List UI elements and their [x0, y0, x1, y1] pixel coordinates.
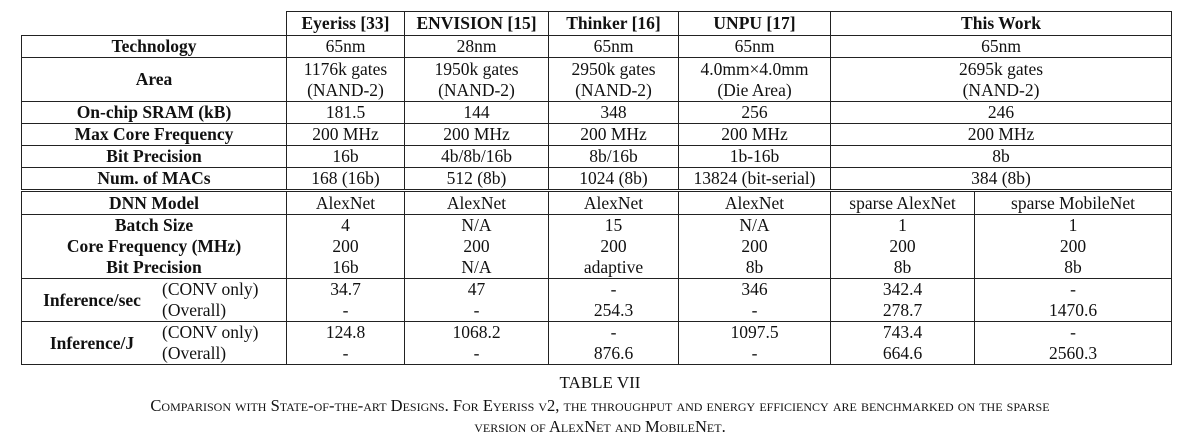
cell-line: 47	[467, 279, 486, 299]
cell-line: (NAND-2)	[307, 79, 384, 100]
row-label: On-chip SRAM (kB)	[22, 102, 287, 124]
cell: 200	[679, 236, 831, 257]
cell	[405, 58, 549, 102]
cell	[549, 279, 679, 322]
sub-label: (CONV only)	[162, 322, 259, 342]
cell	[287, 279, 405, 322]
sub-label: (Overall)	[162, 343, 227, 363]
table-number: TABLE VII	[559, 373, 641, 392]
cell: 28nm	[405, 36, 549, 58]
header-this-work: This Work	[831, 12, 1172, 36]
cell: 200	[405, 236, 549, 257]
cell-line: (NAND-2)	[575, 79, 652, 100]
cell: 1024 (8b)	[549, 168, 679, 191]
sub-label: (Overall)	[162, 300, 227, 320]
cell: 348	[549, 102, 679, 124]
row-label: DNN Model	[22, 191, 287, 215]
table-caption	[0, 395, 1200, 437]
cell: 1	[831, 215, 975, 237]
cell-line: 342.4	[882, 279, 923, 299]
spec-row-sram	[22, 102, 1172, 124]
caption-line: version of AlexNet and MobileNet.	[474, 417, 726, 436]
cell-line: 2695k gates	[958, 58, 1044, 79]
cell: 8b	[975, 257, 1172, 279]
cell	[679, 279, 831, 322]
cell-line: 1950k gates	[434, 58, 519, 79]
cell-line: -	[751, 300, 758, 320]
cell: 200 MHz	[831, 124, 1172, 146]
cell: AlexNet	[405, 191, 549, 215]
cell	[831, 58, 1172, 102]
cell: 65nm	[679, 36, 831, 58]
cell	[975, 322, 1172, 365]
cell-line: -	[1070, 279, 1076, 299]
cell: AlexNet	[549, 191, 679, 215]
cell: 200	[549, 236, 679, 257]
cell-line: (NAND-2)	[438, 79, 515, 100]
cell: 256	[679, 102, 831, 124]
cell: 200 MHz	[287, 124, 405, 146]
comparison-table-wrapper	[21, 11, 1171, 365]
cell-line: 1470.6	[1048, 300, 1098, 320]
row-label: Max Core Frequency	[22, 124, 287, 146]
cell: 13824 (bit-serial)	[679, 168, 831, 191]
group-label: Inference/J	[49, 332, 135, 353]
cell-line: 254.3	[593, 300, 634, 320]
caption-line: Comparison with State-of-the-art Designs. For Eyeriss v2, the throughput and energy efficiency are benchmarked on the sparse	[150, 396, 1050, 415]
cell: 246	[831, 102, 1172, 124]
cell: 15	[549, 215, 679, 237]
cell: 65nm	[831, 36, 1172, 58]
cell	[831, 279, 975, 322]
cell-line: 278.7	[882, 300, 923, 320]
cell-line: 1097.5	[730, 322, 779, 342]
cell-line: -	[342, 343, 349, 363]
cell: 4b/8b/16b	[405, 146, 549, 168]
header-corner	[22, 12, 287, 36]
cell	[287, 322, 405, 365]
cell-line: 743.4	[882, 322, 923, 342]
cell: AlexNet	[287, 191, 405, 215]
cell: 512 (8b)	[405, 168, 549, 191]
row-label: Core Frequency (MHz)	[22, 236, 287, 257]
row-label: Area	[22, 58, 287, 102]
cell: sparse MobileNet	[975, 191, 1172, 215]
row-label: Num. of MACs	[22, 168, 287, 191]
cell: 16b	[287, 257, 405, 279]
cell: 8b	[831, 146, 1172, 168]
bench-row-model	[22, 191, 1172, 215]
cell: 200	[975, 236, 1172, 257]
bench-row-bit-precision	[22, 257, 1172, 279]
cell: 200 MHz	[549, 124, 679, 146]
spec-row-max-freq	[22, 124, 1172, 146]
cell: 168 (16b)	[287, 168, 405, 191]
cell-line: 1176k gates	[303, 58, 388, 79]
cell	[975, 279, 1172, 322]
cell: 200 MHz	[405, 124, 549, 146]
cell	[679, 58, 831, 102]
cell	[831, 322, 975, 365]
cell	[287, 58, 405, 102]
cell	[679, 322, 831, 365]
cell-line: 4.0mm×4.0mm	[700, 58, 809, 79]
row-label: Technology	[22, 36, 287, 58]
bench-row-batch	[22, 215, 1172, 237]
cell-line: -	[473, 300, 480, 320]
row-label: Bit Precision	[22, 257, 287, 279]
cell: 8b/16b	[549, 146, 679, 168]
cell-line: -	[751, 343, 758, 363]
cell: 4	[287, 215, 405, 237]
cell: 16b	[287, 146, 405, 168]
cell: 65nm	[549, 36, 679, 58]
cell-line: 2560.3	[1048, 343, 1098, 363]
cell: 200	[287, 236, 405, 257]
cell: sparse AlexNet	[831, 191, 975, 215]
cell-line: (NAND-2)	[962, 79, 1040, 100]
cell-line: -	[1070, 322, 1076, 342]
cell-line: 34.7	[330, 279, 361, 299]
cell: N/A	[405, 215, 549, 237]
cell: 8b	[831, 257, 975, 279]
cell: 200 MHz	[679, 124, 831, 146]
cell: 65nm	[287, 36, 405, 58]
header-envision: ENVISION [15]	[405, 12, 549, 36]
comparison-table	[21, 11, 1172, 365]
cell: N/A	[679, 215, 831, 237]
cell: N/A	[405, 257, 549, 279]
cell-line: -	[610, 279, 617, 299]
cell	[405, 279, 549, 322]
header-eyeriss: Eyeriss [33]	[287, 12, 405, 36]
cell-line: 346	[741, 279, 768, 299]
cell: 181.5	[287, 102, 405, 124]
spec-row-technology	[22, 36, 1172, 58]
spec-row-bit-precision	[22, 146, 1172, 168]
group-label-cell	[22, 279, 287, 322]
cell-line: 2950k gates	[571, 58, 656, 79]
cell-line: (Die Area)	[717, 79, 792, 100]
cell-line: 1068.2	[452, 322, 501, 342]
cell-line: 664.6	[882, 343, 923, 363]
cell-line: 876.6	[593, 343, 634, 363]
cell: adaptive	[549, 257, 679, 279]
perf-group-inference-j	[22, 322, 1172, 365]
sub-label: (CONV only)	[162, 279, 259, 299]
cell-line: -	[342, 300, 349, 320]
cell-line: -	[473, 343, 480, 363]
spec-row-macs	[22, 168, 1172, 191]
header-row	[22, 12, 1172, 36]
header-thinker: Thinker [16]	[549, 12, 679, 36]
cell: 1b-16b	[679, 146, 831, 168]
cell	[549, 322, 679, 365]
cell: 8b	[679, 257, 831, 279]
spec-row-area	[22, 58, 1172, 102]
group-label: Inference/sec	[43, 289, 141, 310]
cell-line: 124.8	[325, 322, 366, 342]
perf-group-inference-sec	[22, 279, 1172, 322]
cell: 384 (8b)	[831, 168, 1172, 191]
group-label-cell	[22, 322, 287, 365]
bench-row-core-freq	[22, 236, 1172, 257]
cell: 1	[975, 215, 1172, 237]
cell-line: -	[610, 322, 617, 342]
header-unpu: UNPU [17]	[679, 12, 831, 36]
cell: AlexNet	[679, 191, 831, 215]
row-label: Batch Size	[22, 215, 287, 237]
row-label: Bit Precision	[22, 146, 287, 168]
cell: 144	[405, 102, 549, 124]
cell	[549, 58, 679, 102]
cell	[405, 322, 549, 365]
cell: 200	[831, 236, 975, 257]
